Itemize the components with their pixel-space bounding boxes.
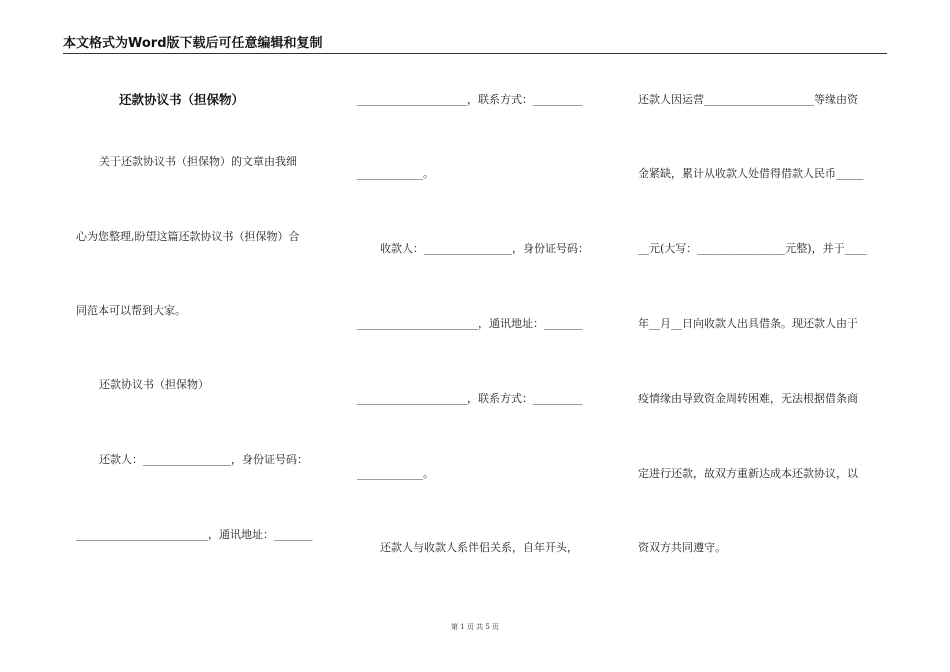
col1-line-6: 还款人：________________，身份证号码： bbox=[99, 453, 308, 466]
col2-line-4: ______________________，通讯地址：_______ bbox=[357, 317, 583, 330]
col3-line-6: 定进行还款，故双方重新达成本还款协议，以 bbox=[638, 467, 858, 480]
col3-line-2: 金紧缺，累计从收款人处借得借款人民币_____ bbox=[638, 167, 864, 180]
col3-line-4: 年__月__日向收款人出具借条。现还款人由于 bbox=[638, 317, 858, 330]
col2-line-6: ____________。 bbox=[357, 467, 434, 480]
col2-line-1: ____________________，联系方式：_________ bbox=[357, 93, 583, 106]
header-divider bbox=[63, 53, 887, 54]
col3-line-5: 疫情缘由导致资金周转困难，无法根据借条商 bbox=[638, 392, 858, 405]
col3-line-3: __元(大写：________________元整)，并于____ bbox=[638, 242, 867, 255]
col1-subtitle: 还款协议书（担保物） bbox=[99, 378, 209, 391]
col2-line-3: 收款人：________________，身份证号码： bbox=[380, 242, 589, 255]
document-title: 还款协议书（担保物） bbox=[119, 92, 245, 107]
col1-line-4: 同范本可以帮到大家。 bbox=[76, 304, 186, 317]
page-header: 本文格式为Word版下载后可任意编辑和复制 bbox=[63, 36, 323, 51]
col1-line-7: ________________________，通讯地址：_______ bbox=[76, 528, 313, 541]
col2-line-7: 还款人与收款人系伴侣关系，自年开头， bbox=[380, 541, 578, 554]
col2-line-5: ____________________，联系方式：_________ bbox=[357, 392, 583, 405]
col1-line-2: 关于还款协议书（担保物）的文章由我细 bbox=[99, 155, 297, 168]
col2-line-2: ____________。 bbox=[357, 167, 434, 180]
page-number: 第 1 页 共 5 页 bbox=[450, 623, 500, 631]
col1-line-3: 心为您整理,盼望这篇还款协议书（担保物）合 bbox=[76, 230, 300, 243]
col3-line-1: 还款人因运营____________________等缘由资 bbox=[638, 93, 858, 106]
col3-line-7: 资双方共同遵守。 bbox=[638, 541, 726, 554]
